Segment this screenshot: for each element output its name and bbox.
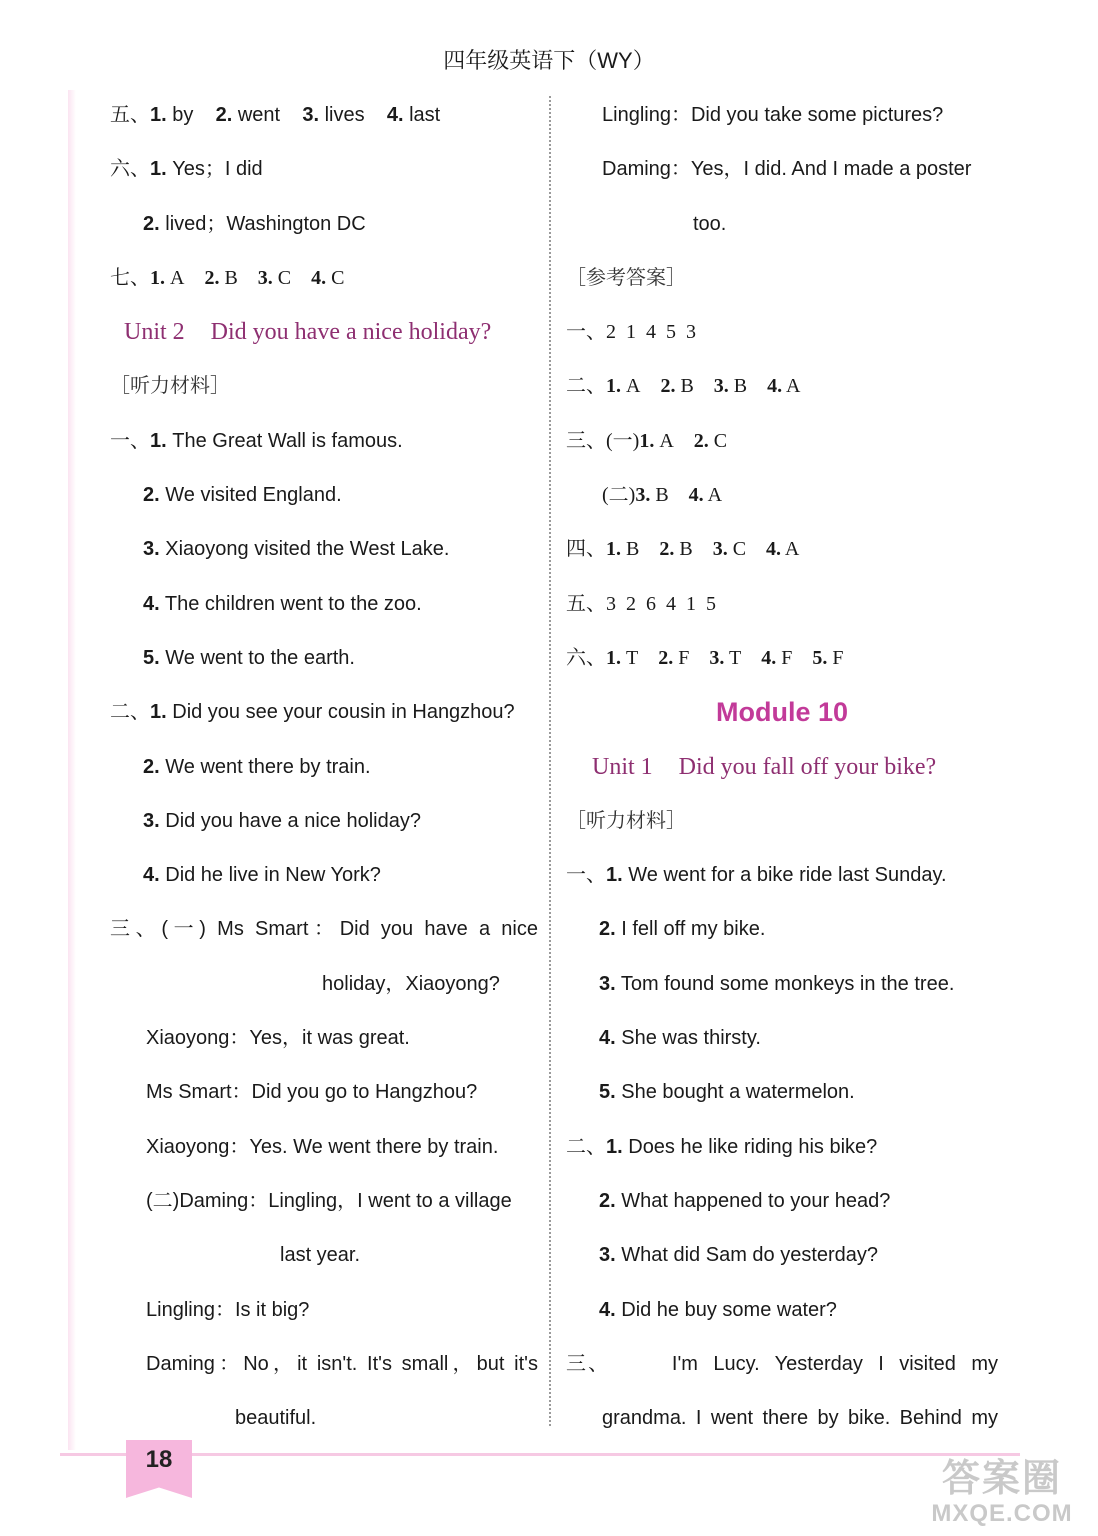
answer-line: 五、1. by 2. went 3. lives 4. last: [110, 104, 441, 126]
dialogue-line: too.: [693, 212, 727, 235]
unit-heading: Unit 2 Did you have a nice holiday?: [124, 319, 492, 346]
column-divider: [549, 96, 551, 1426]
listening-line: 二、1. Did you see your cousin in Hangzhou?: [110, 701, 515, 724]
listening-line: 3. Tom found some monkeys in the tree.: [599, 972, 955, 995]
left-page-border: [68, 90, 76, 1450]
listening-line: 3. Did you have a nice holiday?: [143, 809, 421, 832]
dialogue-line: holiday，Xiaoyong?: [322, 972, 500, 995]
listening-line: 4. Did he live in New York?: [143, 864, 381, 887]
dialogue-line: Xiaoyong：Yes，it was great.: [146, 1027, 410, 1050]
watermark-logo-text: 答案圈: [941, 1458, 1062, 1500]
page-header: 四年级英语下（WY）: [443, 48, 655, 73]
answer-line: 七、1. A 2. B 3. C 4. C: [110, 266, 345, 289]
answer-line: 五、3 2 6 4 1 5: [566, 592, 716, 615]
passage-line: 三、 I'm Lucy. Yesterday I visited my: [566, 1352, 998, 1375]
dialogue-line: Ms Smart：Did you go to Hangzhou?: [146, 1081, 478, 1104]
answer-line: 六、1. Yes；I did: [110, 158, 263, 181]
listening-line: 4. The children went to the zoo.: [143, 592, 422, 615]
dialogue-line: Daming：No，it isn't. It's small，but it's: [146, 1352, 538, 1375]
listening-line: 4. Did he buy some water?: [599, 1298, 837, 1321]
listening-line: 二、1. Does he like riding his bike?: [566, 1135, 878, 1158]
answer-line: 六、1. T 2. F 3. T 4. F 5. F: [566, 646, 844, 669]
answer-line: 二、1. A 2. B 3. B 4. A: [566, 375, 801, 398]
right-column: [566, 88, 998, 1445]
footer-rule: [60, 1453, 1020, 1456]
answer-line: 三、(一)1. A 2. C: [566, 429, 728, 452]
listening-line: 5. She bought a watermelon.: [599, 1081, 855, 1104]
answer-line: 四、1. B 2. B 3. C 4. A: [566, 538, 800, 561]
answer-line: (二)3. B 4. A: [602, 484, 723, 507]
passage-line: grandma. I went there by bike. Behind my: [602, 1407, 998, 1430]
listening-line: 一、1. The Great Wall is famous.: [110, 429, 403, 452]
listening-line: 3. Xiaoyong visited the West Lake.: [143, 538, 450, 561]
listening-line: 4. She was thirsty.: [599, 1027, 761, 1050]
page-number: 18: [145, 1446, 173, 1473]
dialogue-line: last year.: [280, 1244, 361, 1267]
section-label: ［听力材料］: [110, 375, 230, 398]
listening-line: 2. We visited England.: [143, 484, 342, 507]
section-label: ［听力材料］: [566, 809, 686, 832]
listening-line: 一、1. We went for a bike ride last Sunday.: [566, 864, 947, 887]
listening-line: 2. What happened to your head?: [599, 1189, 891, 1212]
watermark-site: MXQE.COM: [931, 1500, 1073, 1527]
left-column: [110, 88, 538, 1445]
unit-heading: Unit 1 Did you fall off your bike?: [592, 753, 937, 780]
dialogue-line: Daming：Yes，I did. And I made a poster: [602, 158, 972, 181]
dialogue-line: Xiaoyong：Yes. We went there by train.: [146, 1135, 499, 1158]
dialogue-line: Lingling：Is it big?: [146, 1298, 310, 1321]
listening-line: 5. We went to the earth.: [143, 646, 355, 669]
dialogue-line: beautiful.: [235, 1407, 317, 1430]
section-label: ［参考答案］: [566, 266, 686, 289]
dialogue-line: Lingling：Did you take some pictures?: [602, 104, 944, 126]
listening-line: 2. We went there by train.: [143, 755, 371, 778]
module-heading: Module 10: [715, 697, 849, 728]
answer-line: 一、2 1 4 5 3: [566, 321, 696, 344]
listening-line: 3. What did Sam do yesterday?: [599, 1244, 879, 1267]
answer-line: 2. lived；Washington DC: [143, 212, 366, 235]
dialogue-line: (二)Daming：Lingling，I went to a village: [146, 1189, 512, 1212]
watermark-logo: [912, 1458, 1092, 1528]
listening-line: 2. I fell off my bike.: [599, 918, 766, 941]
dialogue-line: 三、(一) Ms Smart：Did you have a nice: [110, 918, 538, 941]
